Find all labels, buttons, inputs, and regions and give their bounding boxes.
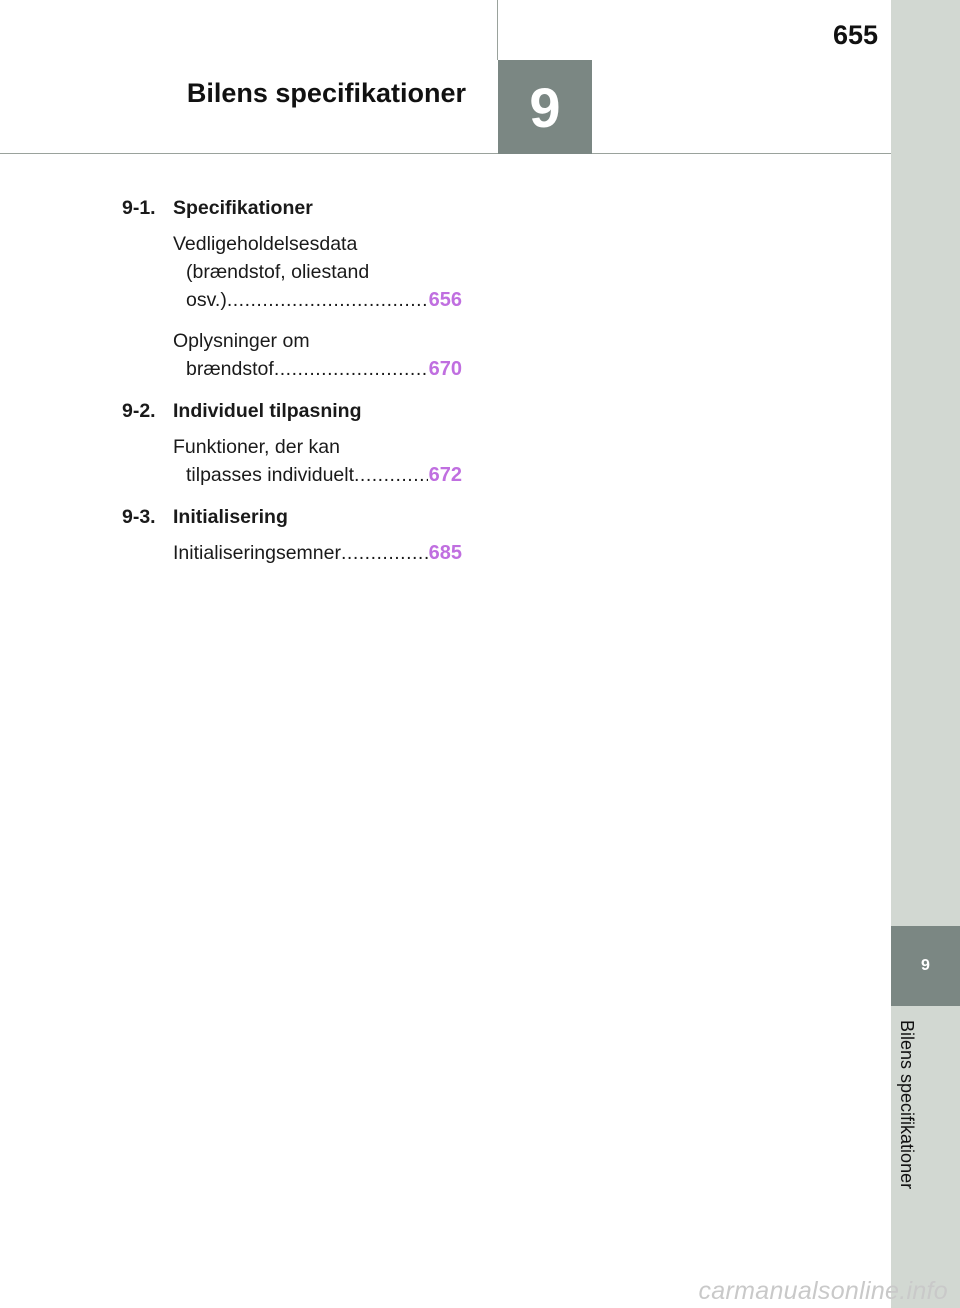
section-title: Initialisering bbox=[173, 506, 288, 528]
section-number: 9-1. bbox=[122, 197, 156, 219]
entry-text-line: tilpasses individuelt bbox=[186, 464, 355, 486]
entry-text-line: Oplysninger om bbox=[173, 330, 310, 352]
toc-section-9-2[interactable] bbox=[122, 399, 462, 423]
toc-entry-vedligeholdelsesdata[interactable] bbox=[173, 230, 462, 314]
entry-last-line bbox=[173, 539, 462, 567]
dot-leader bbox=[341, 539, 428, 567]
entry-text-line: osv.) bbox=[186, 289, 227, 311]
side-chapter-label: Bilens specifikationer bbox=[897, 1020, 917, 1190]
page-link[interactable]: 672 bbox=[428, 464, 462, 486]
section-number: 9-2. bbox=[122, 400, 156, 422]
section-title: Specifikationer bbox=[173, 197, 313, 219]
entry-last-line bbox=[173, 355, 462, 383]
header-vertical-rule bbox=[497, 0, 498, 60]
toc-entry-initialiseringsemner[interactable] bbox=[173, 539, 462, 567]
chapter-title: Bilens specifikationer bbox=[186, 78, 466, 108]
dot-leader bbox=[354, 461, 428, 489]
toc-section-9-3[interactable] bbox=[122, 505, 462, 529]
entry-last-line bbox=[173, 461, 462, 489]
entry-text-line: Initialiseringsemner bbox=[173, 542, 341, 564]
dot-leader bbox=[227, 286, 428, 314]
page-link[interactable]: 656 bbox=[428, 289, 462, 311]
side-chapter-tab[interactable]: 9 bbox=[891, 926, 960, 1006]
table-of-contents bbox=[122, 196, 462, 580]
section-title: Individuel tilpasning bbox=[173, 400, 362, 422]
header-horizontal-rule bbox=[0, 153, 891, 154]
entry-last-line bbox=[173, 286, 462, 314]
entry-text-line: brændstof bbox=[186, 358, 274, 380]
chapter-number-box: 9 bbox=[498, 60, 592, 154]
entry-text-line: Vedligeholdelsesdata bbox=[173, 233, 358, 255]
section-number: 9-3. bbox=[122, 506, 156, 528]
watermark: carmanualsonline.info bbox=[698, 1277, 948, 1305]
entry-text-line: (brændstof, oliestand bbox=[186, 261, 370, 283]
page-number: 655 bbox=[832, 20, 878, 50]
toc-entry-oplysninger-om-braendstof[interactable] bbox=[173, 327, 462, 383]
toc-entry-funktioner[interactable] bbox=[173, 433, 462, 489]
dot-leader bbox=[274, 355, 428, 383]
page-link[interactable]: 685 bbox=[428, 542, 462, 564]
entry-text-line: Funktioner, der kan bbox=[173, 436, 340, 458]
toc-section-9-1[interactable] bbox=[122, 196, 462, 220]
page-link[interactable]: 670 bbox=[428, 358, 462, 380]
